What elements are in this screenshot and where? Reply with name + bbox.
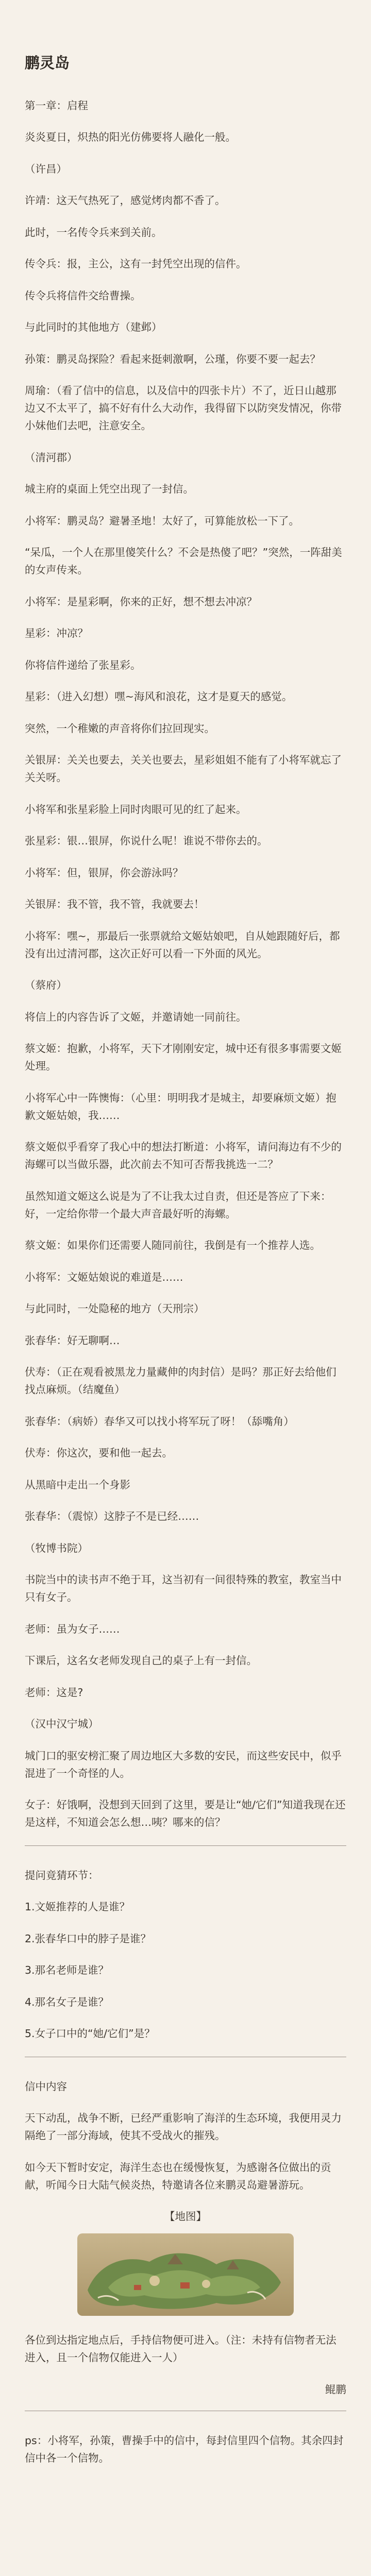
story-paragraph: 城主府的桌面上凭空出现了一封信。 <box>25 483 194 496</box>
story-paragraph: 蔡文姬似乎看穿了我心中的想法打断道：小将军，请问海边有不少的海螺可以当做乐器，此次前去不知可否帮我挑选一二？ <box>25 1141 342 1171</box>
question-item: 4.那名女子是谁？ <box>25 1995 109 2008</box>
story-paragraph: 老师：这是? <box>25 1686 83 1699</box>
story-paragraph: 小将军：但，银屏，你会游泳吗？ <box>25 866 183 879</box>
story-paragraph: 关银屏：我不管，我不管，我就要去！ <box>25 898 205 911</box>
story-paragraph: 孙策：鹏灵岛探险？看起来挺刺激啊，公瑾，你要不要一起去？ <box>25 352 321 365</box>
story-paragraph: 此时，一名传令兵来到关前。 <box>25 226 162 239</box>
story-paragraph: 关银屏：关关也要去，关关也要去，星彩姐姐不能有了小将军就忘了关关呀。 <box>25 754 342 784</box>
story-paragraph: 女子：好饿啊，没想到天回到了这里，要是让“她/它们”知道我现在还是这样，不知道会怎么想…咦？哪来的信？ <box>25 1799 346 1829</box>
island-map-image[interactable] <box>77 2233 294 2316</box>
story-paragraph: 张星彩：银…银屏，你说什么呢！谁说不带你去的。 <box>25 835 268 848</box>
letter-paragraph: 如今天下暂时安定，海洋生态也在缓慢恢复，为感谢各位做出的贡献，听闻今日大陆气候炎热，特邀请各位来鹏灵岛避暑游玩。 <box>25 2161 331 2191</box>
story-paragraph: 小将军：鹏灵岛？避暑圣地！太好了，可算能放松一下了。 <box>25 514 299 527</box>
map-block <box>25 2208 346 2316</box>
question-item: 2.张春华口中的脖子是谁？ <box>25 1932 151 1945</box>
story-paragraph: 从黑暗中走出一个身影 <box>25 1478 130 1491</box>
story-paragraph: 星彩：（进入幻想）嘿~海风和浪花，这才是夏天的感觉。 <box>25 690 293 703</box>
story-paragraph: “呆瓜，一个人在那里傻笑什么？不会是热傻了吧？”突然，一阵甜美的女声传来。 <box>25 546 342 577</box>
story-paragraph: 蔡文姬：如果你们还需要人随同前往，我倒是有一个推荐人选。 <box>25 1239 321 1252</box>
story-paragraph: 突然，一个稚嫩的声音将你们拉回现实。 <box>25 722 215 735</box>
signature: 鲲鹏 <box>325 2383 346 2396</box>
story-paragraph: 虽然知道文姬这么说是为了不让我太过自责，但还是答应了下来：好，一定给你带一个最大声音最好听的海螺。 <box>25 1190 331 1220</box>
divider <box>25 1845 346 1846</box>
story-body <box>25 97 346 1832</box>
story-paragraph: 传令兵将信件交给曹操。 <box>25 289 141 302</box>
story-paragraph: （清河郡） <box>25 451 78 464</box>
story-paragraph: 与此同时的其他地方（建邺） <box>25 321 162 334</box>
story-paragraph: 张春华：（震惊）这脖子不是已经…… <box>25 1510 199 1523</box>
map-label: 【地图】 <box>164 2210 207 2223</box>
story-paragraph: 你将信件递给了张星彩。 <box>25 658 141 671</box>
letter-content <box>25 2078 346 2194</box>
story-paragraph: 炎炎夏日，炽热的阳光仿佛要将人融化一般。 <box>25 131 236 144</box>
question-item: 1.文姬推荐的人是谁？ <box>25 1901 130 1913</box>
after-map-text: 各位到达指定地点后，手持信物便可进入。（注：未持有信物者无法进入，且一个信物仅能进入一人） <box>25 2334 336 2364</box>
story-paragraph: 将信上的内容告诉了文姬，并邀请她一同前往。 <box>25 1010 247 1023</box>
story-paragraph: 张春华：好无聊啊… <box>25 1334 120 1347</box>
story-paragraph: 小将军：文姬姑娘说的难道是…… <box>25 1270 183 1283</box>
story-paragraph: 伏寿：你这次，要和他一起去。 <box>25 1447 173 1460</box>
letter-paragraph: 信中内容 <box>25 2080 67 2093</box>
story-paragraph: 星彩：冲凉？ <box>25 627 88 640</box>
story-paragraph: 周瑜：（看了信中的信息，以及信中的四张卡片）不了，近日山越那边又不太平了，搞不好有什么大动作，我得留下以防突发情况，你带小妹他们去吧，注意安全。 <box>25 384 342 432</box>
story-paragraph: 许靖：这天气热死了，感觉烤肉都不香了。 <box>25 194 226 207</box>
story-paragraph: 传令兵：报，主公，这有一封凭空出现的信件。 <box>25 258 247 270</box>
letter-paragraph: 天下动乱，战争不断，已经严重影响了海洋的生态环境，我便用灵力隔绝了一部分海域，使其不受战火的摧残。 <box>25 2112 342 2142</box>
story-paragraph: 小将军心中一阵懊悔：（心里：明明我才是城主，却要麻烦文姬）抱歉文姬姑娘，我…… <box>25 1091 336 1122</box>
story-paragraph: 小将军：是星彩啊，你来的正好，想不想去冲凉？ <box>25 595 257 608</box>
story-paragraph: 小将军：嘿~，那最后一张票就给文姬姑娘吧，自从她跟随好后，都没有出过清河郡，这次正好可以看一下外面的风光。 <box>25 929 340 960</box>
story-paragraph: 书院当中的读书声不绝于耳，这当初有一间很特殊的教室，教室当中只有女子。 <box>25 1573 342 1604</box>
question-list <box>25 1867 346 2043</box>
question-item: 3.那名老师是谁？ <box>25 1964 109 1977</box>
question-item: 提问竟猜环节： <box>25 1869 99 1882</box>
note-title: 鹏灵岛 <box>25 54 70 72</box>
story-paragraph: 城门口的驱安榜汇聚了周边地区大多数的安民，而这些安民中，似乎混进了一个奇怪的人。 <box>25 1749 342 1780</box>
story-paragraph: （牧博书院） <box>25 1541 88 1554</box>
story-paragraph: 下课后，这名女老师发现自己的桌子上有一封信。 <box>25 1654 257 1667</box>
story-paragraph: 伏寿：（正在观看被黑龙力量藏伸的肉封信）是吗？那正好去给他们找点麻烦。（结魔鱼） <box>25 1366 336 1396</box>
story-paragraph: 蔡文姬：抱歉，小将军，天下才刚刚安定，城中还有很多事需要文姬处理。 <box>25 1042 342 1073</box>
story-paragraph: 老师：虽为女子…… <box>25 1622 120 1635</box>
story-paragraph: 第一章：启程 <box>25 99 88 112</box>
ps-note: ps：小将军，孙策，曹操手中的信中，每封信里四个信物。其余四封信中各一个信物。 <box>25 2434 344 2464</box>
story-paragraph: （蔡府） <box>25 979 67 992</box>
story-paragraph: （汉中汉宁城） <box>25 1718 99 1731</box>
story-paragraph: 张春华：（病娇）春华又可以找小将军玩了呀！（舔嘴角） <box>25 1415 294 1428</box>
story-paragraph: 小将军和张星彩脸上同时肉眼可见的红了起来。 <box>25 803 247 816</box>
story-paragraph: （许昌） <box>25 162 67 175</box>
story-paragraph: 与此同时，一处隐秘的地方（天刑宗） <box>25 1302 205 1315</box>
question-item: 5.女子口中的“她/它们”是？ <box>25 2027 155 2040</box>
